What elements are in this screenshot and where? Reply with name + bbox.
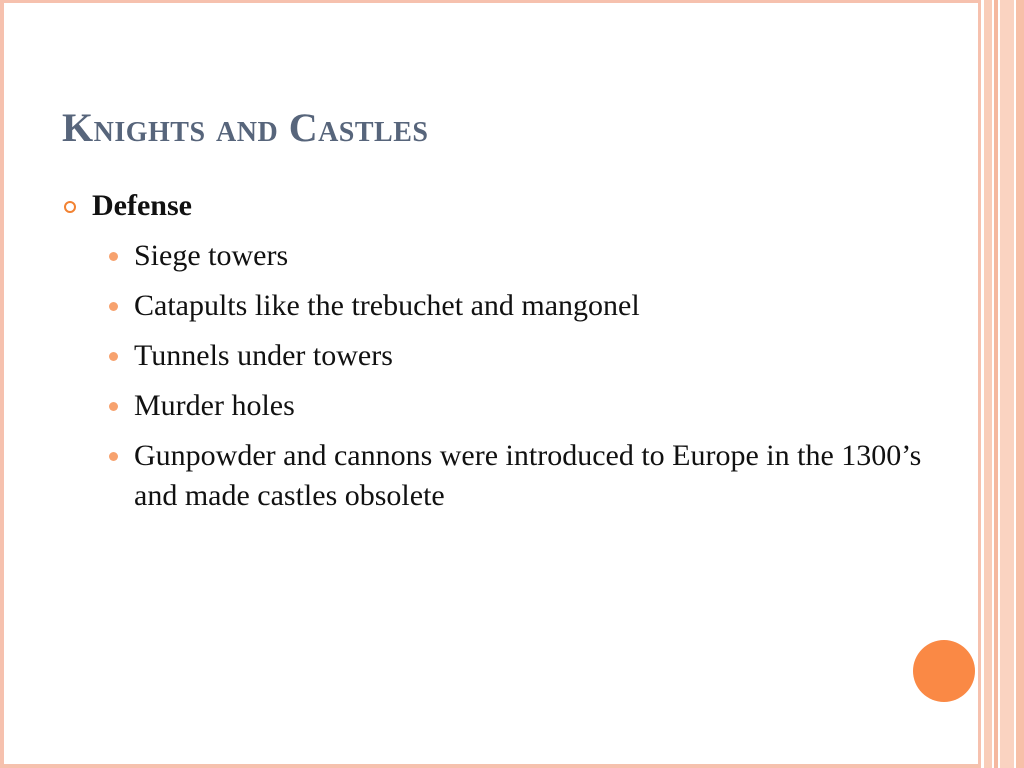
decorative-stripe [1016, 0, 1024, 768]
dot-bullet-icon [109, 352, 118, 361]
bullet-level1 [62, 186, 922, 226]
sub-bullet-text: Tunnels under towers [134, 339, 393, 372]
dot-bullet-icon [109, 452, 118, 461]
sub-bullet-item [62, 336, 922, 376]
sub-bullet-list [62, 236, 922, 516]
sub-bullet-item [62, 386, 922, 426]
slide-title: Knights and Castles [62, 105, 429, 150]
sub-bullet-text: Gunpowder and cannons were introduced to Europe in the 1300’s and made castles obsolete [134, 439, 922, 512]
decorative-stripe [994, 0, 998, 768]
sub-bullet-item [62, 436, 922, 516]
decorative-stripe [1000, 0, 1014, 768]
orange-circle-decoration [913, 640, 975, 702]
sub-bullet-text: Siege towers [134, 239, 289, 272]
sub-bullet-text: Catapults like the trebuchet and mangonel [134, 289, 640, 322]
ring-bullet-icon [64, 201, 76, 213]
frame-right-line [978, 0, 981, 768]
bullet-level1-text: Defense [92, 189, 192, 222]
frame-left-line [0, 0, 4, 768]
dot-bullet-icon [109, 302, 118, 311]
decorative-stripe [984, 0, 992, 768]
sub-bullet-item [62, 236, 922, 276]
dot-bullet-icon [109, 402, 118, 411]
sub-bullet-item [62, 286, 922, 326]
slide-body [62, 186, 922, 526]
dot-bullet-icon [109, 252, 118, 261]
sub-bullet-text: Murder holes [134, 389, 295, 422]
frame-top-line [0, 0, 980, 3]
frame-bottom-line [0, 764, 980, 768]
